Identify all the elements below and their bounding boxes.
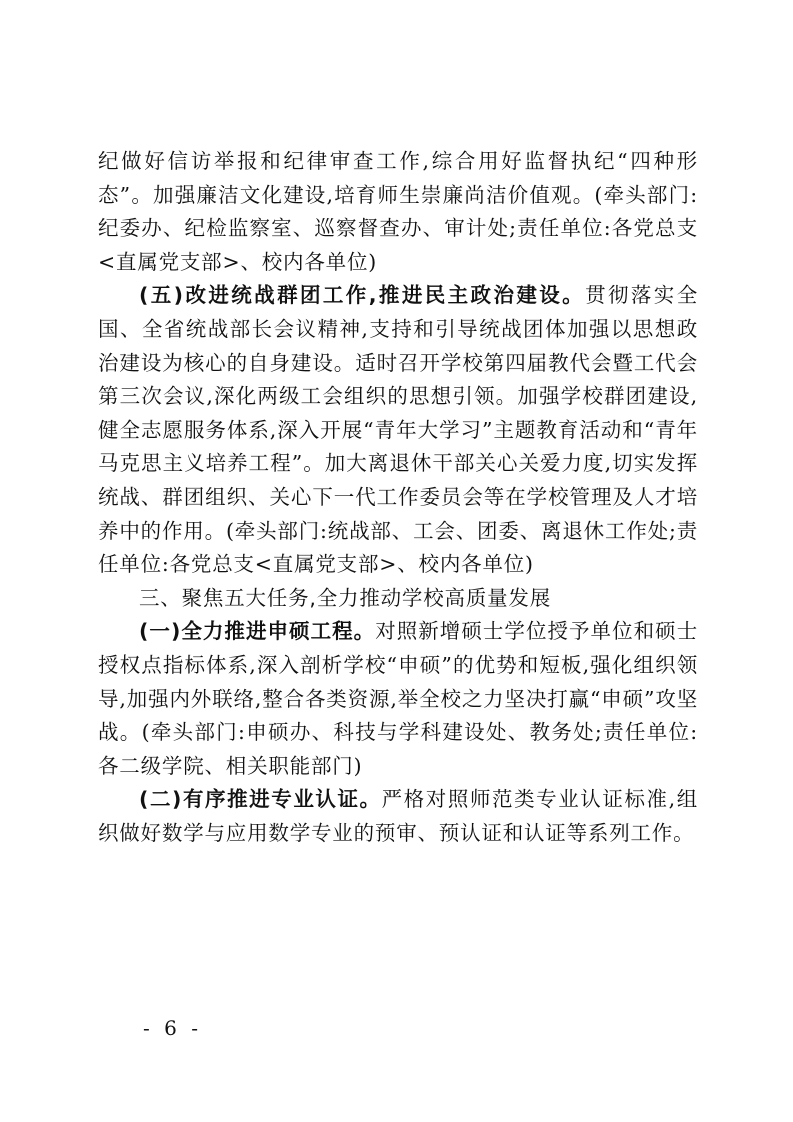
section-heading-text: 三、聚焦五大任务,全力推动学校高质量发展 [139,585,552,610]
paragraph-lead-heading: (五)改进统战群团工作,推进民主政治建设。 [139,283,586,308]
page-number: - 6 - [143,1016,202,1040]
paragraph-continuation [98,145,698,279]
paragraph-lead-heading: (二)有序推进专业认证。 [139,787,382,812]
paragraph-text: 贯彻落实全国、全省统战部长会议精神,支持和引导统战团体加强以思想政治建设为核心的自身建设。适时召开学校第四届教代会暨工代会第三次会议,深化两级工会组织的思想引领。加强学校群团建设,健全志愿服务体系,深入开展“青年大学习”主题教育活动和“青年马克思主义培养工程”。加大离退休干部关心关爱力度,切实发挥统战、群团组织、关心下一代工作委员会等在学校管理及人才培养中的作用。(牵头部门:统战部、工会、团委、离退休工作处;责任单位:各党总支<直属党支部>、校内各单位) [98,283,699,577]
paragraph-lead-heading: (一)全力推进申硕工程。 [139,619,376,644]
paragraph-text: 纪做好信访举报和纪律审查工作,综合用好监督执纪“四种形态”。加强廉洁文化建设,培育师生崇廉尚洁价值观。(牵头部门:纪委办、纪检监察室、巡察督查办、审计处;责任单位:各党总支<直属党支部>、校内各单位) [98,149,698,274]
paragraph-text: 对照新增硕士学位授予单位和硕士授权点指标体系,深入剖析学校“申硕”的优势和短板,强化组织领导,加强内外联络,整合各类资源,举全校之力坚决打赢“申硕”攻坚战。(牵头部门:申硕办、科技与学科建设处、教务处;责任单位:各二级学院、相关职能部门) [98,619,699,778]
section-heading [98,582,698,616]
paragraph-text: 严格对照师范类专业认证标准,组织做好数学与应用数学专业的预审、预认证和认证等系列工作。 [98,787,699,845]
document-body [98,145,698,850]
paragraph-united-front [98,279,698,581]
paragraph-master-degree [98,615,698,783]
paragraph-accreditation [98,783,698,850]
